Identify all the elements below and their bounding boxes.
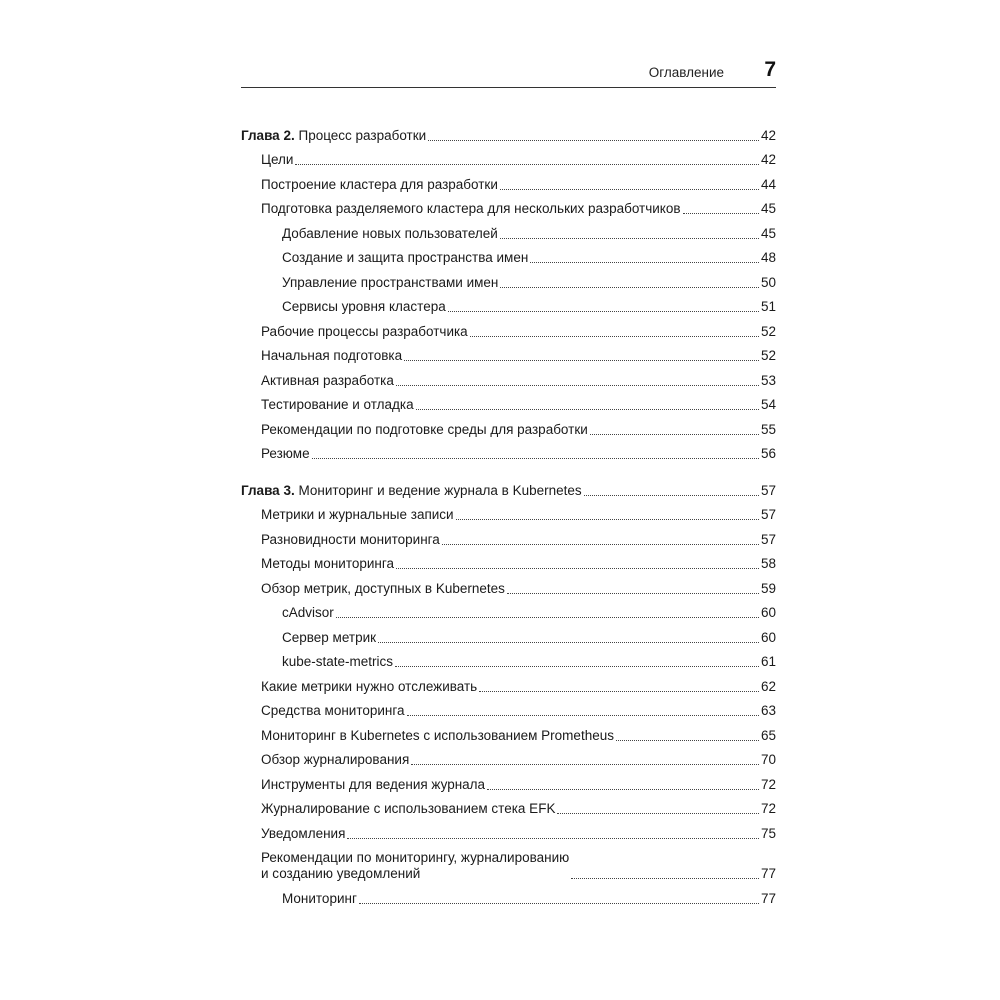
toc-entry-title: Уведомления xyxy=(261,825,346,841)
toc-entry[interactable] xyxy=(241,367,776,389)
toc-entry[interactable] xyxy=(241,195,776,217)
toc-entry[interactable] xyxy=(241,342,776,364)
toc-page-number: 50 xyxy=(760,274,776,290)
toc-entry[interactable] xyxy=(241,391,776,413)
toc-entry[interactable] xyxy=(241,416,776,438)
toc-page-number: 57 xyxy=(760,531,776,547)
toc-entry-title: Разновидности мониторинга xyxy=(261,531,440,547)
toc-page-number: 53 xyxy=(760,372,776,388)
toc-entry-title xyxy=(241,128,426,144)
toc-page-number: 51 xyxy=(760,298,776,314)
toc-entry-title: Начальная подготовка xyxy=(261,347,403,363)
dot-leader xyxy=(442,544,759,545)
dot-leader xyxy=(500,189,759,190)
dot-leader xyxy=(683,213,759,214)
toc-entry[interactable] xyxy=(241,244,776,266)
toc-page-number: 70 xyxy=(760,751,776,767)
toc-entry-title-line1: Рекомендации по мониторингу, журналированию xyxy=(261,849,570,865)
toc-page-number: 42 xyxy=(760,127,776,143)
toc-entry-title: Методы мониторинга xyxy=(261,555,394,571)
toc-entry-title: Инструменты для ведения журнала xyxy=(261,776,486,792)
toc-entry-title: cAdvisor xyxy=(282,604,334,620)
dot-leader xyxy=(336,617,759,618)
dot-leader xyxy=(404,360,759,361)
toc-page-number: 77 xyxy=(760,865,776,881)
dot-leader xyxy=(500,238,759,239)
toc-entry[interactable] xyxy=(241,526,776,548)
toc-entry-title xyxy=(241,483,582,499)
toc-page-number: 52 xyxy=(760,347,776,363)
dot-leader xyxy=(470,336,759,337)
toc-entry-title: Активная разработка xyxy=(261,372,394,388)
toc-entry-title: Построение кластера для разработки xyxy=(261,176,498,192)
toc-entry-title: Рекомендации по подготовке среды для разработки xyxy=(261,421,588,437)
toc-page-number: 72 xyxy=(760,776,776,792)
dot-leader xyxy=(571,878,759,879)
toc-entry[interactable] xyxy=(241,318,776,340)
toc-page-number: 65 xyxy=(760,727,776,743)
toc-chapter-2[interactable] xyxy=(241,122,776,144)
dot-leader xyxy=(312,458,759,459)
dot-leader xyxy=(448,311,759,312)
dot-leader xyxy=(295,164,759,165)
dot-leader xyxy=(359,903,759,904)
toc-entry-title: Средства мониторинга xyxy=(261,702,405,718)
toc-entry[interactable] xyxy=(241,269,776,291)
dot-leader xyxy=(347,838,759,839)
toc-page-number: 57 xyxy=(760,482,776,498)
toc-entry[interactable] xyxy=(241,575,776,597)
toc-entry[interactable] xyxy=(241,771,776,793)
toc-entry[interactable] xyxy=(241,722,776,744)
dot-leader xyxy=(530,262,759,263)
toc-page-number: 45 xyxy=(760,225,776,241)
toc-entry[interactable] xyxy=(241,501,776,523)
toc-entry[interactable] xyxy=(241,146,776,168)
toc-entry-title: Какие метрики нужно отслеживать xyxy=(261,678,478,694)
toc-entry-title: Мониторинг в Kubernetes с использованием Prometheus xyxy=(261,727,614,743)
dot-leader xyxy=(428,140,759,141)
toc-entry[interactable] xyxy=(241,171,776,193)
toc-page-number: 57 xyxy=(760,506,776,522)
toc-entry-multiline[interactable] xyxy=(241,842,776,882)
dot-leader xyxy=(487,789,759,790)
toc-entry-title: Журналирование с использованием стека EFK xyxy=(261,800,556,816)
chapter-label: Глава 3. xyxy=(241,482,295,498)
running-head-title: Оглавление xyxy=(648,65,724,80)
dot-leader xyxy=(396,568,759,569)
toc-entry-title: kube-state-metrics xyxy=(282,653,394,669)
toc-entry-title: Резюме xyxy=(261,445,310,461)
toc-entry[interactable] xyxy=(241,746,776,768)
toc-entry-title: Управление пространствами имен xyxy=(282,274,499,290)
toc-page-number: 44 xyxy=(760,176,776,192)
toc-page-number: 58 xyxy=(760,555,776,571)
chapter-title: Процесс разработки xyxy=(298,127,427,143)
toc-entry[interactable] xyxy=(241,648,776,670)
toc-page-number: 60 xyxy=(760,604,776,620)
toc-page-number: 75 xyxy=(760,825,776,841)
toc-entry-title: Добавление новых пользователей xyxy=(282,225,498,241)
toc-page-number: 56 xyxy=(760,445,776,461)
toc-entry-title: Обзор метрик, доступных в Kubernetes xyxy=(261,580,505,596)
toc-chapter-3[interactable] xyxy=(241,477,776,499)
toc-entry-title xyxy=(261,850,569,882)
toc-page-number: 61 xyxy=(760,653,776,669)
toc-entry[interactable] xyxy=(241,795,776,817)
toc-entry[interactable] xyxy=(241,599,776,621)
toc-entry-title-line2: и созданию уведомлений xyxy=(261,865,421,881)
toc-entry-title: Создание и защита пространства имен xyxy=(282,249,529,265)
toc-page-number: 59 xyxy=(760,580,776,596)
dot-leader xyxy=(500,287,759,288)
toc-entry[interactable] xyxy=(241,293,776,315)
chapter-label: Глава 2. xyxy=(241,127,295,143)
dot-leader xyxy=(507,593,759,594)
toc-entry[interactable] xyxy=(241,440,776,462)
dot-leader xyxy=(456,519,759,520)
toc-entry[interactable] xyxy=(241,885,776,907)
toc-page-number: 60 xyxy=(760,629,776,645)
dot-leader xyxy=(479,691,759,692)
dot-leader xyxy=(407,715,759,716)
dot-leader xyxy=(557,813,759,814)
page-number: 7 xyxy=(764,58,776,81)
toc-entry-title: Цели xyxy=(261,151,294,167)
toc-entry-title: Мониторинг xyxy=(282,890,357,906)
toc-page-number: 52 xyxy=(760,323,776,339)
toc-entry[interactable] xyxy=(241,697,776,719)
dot-leader xyxy=(396,385,759,386)
dot-leader xyxy=(411,764,759,765)
page-header xyxy=(241,60,776,88)
toc-page-number: 42 xyxy=(760,151,776,167)
toc-entry-title: Сервер метрик xyxy=(282,629,377,645)
dot-leader xyxy=(590,434,759,435)
toc-entry[interactable] xyxy=(241,673,776,695)
dot-leader xyxy=(378,642,759,643)
dot-leader xyxy=(616,740,759,741)
toc-page-number: 55 xyxy=(760,421,776,437)
dot-leader xyxy=(395,666,759,667)
toc-entry-title: Тестирование и отладка xyxy=(261,396,414,412)
toc-page-number: 48 xyxy=(760,249,776,265)
dot-leader xyxy=(584,495,759,496)
toc-entry[interactable] xyxy=(241,550,776,572)
toc-entry[interactable] xyxy=(241,820,776,842)
toc-entry[interactable] xyxy=(241,624,776,646)
toc-entry-title: Сервисы уровня кластера xyxy=(282,298,446,314)
toc-entry-title: Рабочие процессы разработчика xyxy=(261,323,468,339)
header-rule xyxy=(241,87,776,88)
dot-leader xyxy=(416,409,759,410)
toc-page-number: 77 xyxy=(760,890,776,906)
toc-entry-title: Обзор журналирования xyxy=(261,751,410,767)
toc-page-number: 62 xyxy=(760,678,776,694)
toc-entry-title: Метрики и журнальные записи xyxy=(261,506,454,522)
toc-page-number: 45 xyxy=(760,200,776,216)
toc-page-number: 72 xyxy=(760,800,776,816)
toc-page-number: 54 xyxy=(760,396,776,412)
toc-entry-title: Подготовка разделяемого кластера для нескольких разработчиков xyxy=(261,200,681,216)
toc-entry[interactable] xyxy=(241,220,776,242)
toc-page-number: 63 xyxy=(760,702,776,718)
chapter-title: Мониторинг и ведение журнала в Kubernetes xyxy=(298,482,582,498)
